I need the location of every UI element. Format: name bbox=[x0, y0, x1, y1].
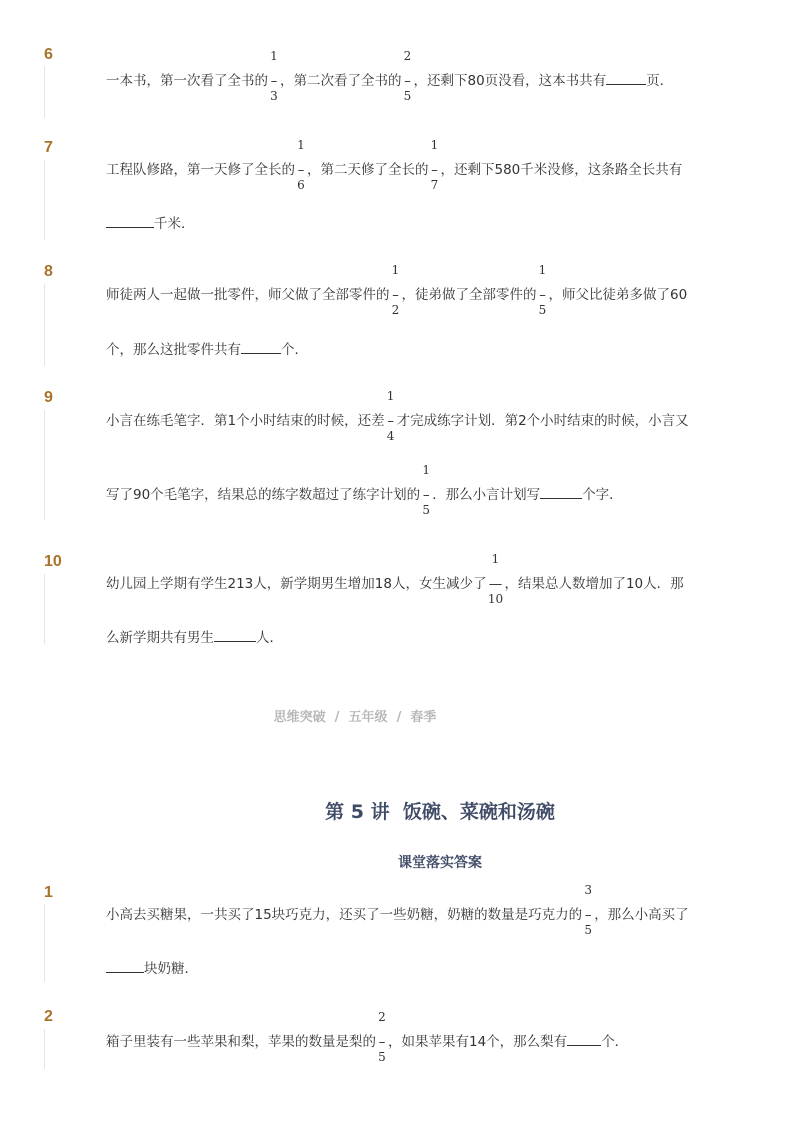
text-segment: ，师父比徒弟多做了60 bbox=[548, 287, 688, 303]
numerator: 1 bbox=[297, 138, 305, 152]
text-segment: 师徒两人一起做一批零件，师父做了全部零件的 bbox=[106, 287, 390, 303]
numerator: 1 bbox=[422, 463, 430, 477]
margin-rule bbox=[44, 66, 45, 118]
text-segment: 个字． bbox=[582, 487, 623, 503]
fraction: 1 – 5 bbox=[537, 289, 549, 303]
answer-blank[interactable] bbox=[567, 1033, 601, 1046]
numerator: 1 bbox=[491, 552, 500, 566]
denominator: 5 bbox=[538, 303, 547, 317]
margin-rule bbox=[44, 904, 45, 982]
text-segment: 小言在练毛笔字．第1个小时结束的时候，还差 bbox=[106, 413, 385, 429]
numerator: 2 bbox=[403, 49, 412, 63]
margin-rule bbox=[44, 160, 45, 240]
text-segment: 么新学期共有男生 bbox=[106, 630, 214, 646]
numerator: 2 bbox=[378, 1010, 386, 1024]
lecture-title: 第 5 讲 饭碗、菜碗和汤碗 bbox=[325, 801, 555, 823]
text-segment: ，那么小高买了 bbox=[594, 907, 689, 923]
margin-rule bbox=[44, 574, 45, 644]
problem-text bbox=[106, 389, 689, 443]
numerator: 1 bbox=[270, 49, 278, 63]
text-segment: ，还剩下80页没看，这本书共有 bbox=[413, 73, 607, 89]
problem-number: 7 bbox=[44, 139, 53, 156]
problem-text bbox=[106, 463, 623, 517]
problem-text bbox=[106, 138, 683, 192]
numerator: 1 bbox=[386, 389, 395, 403]
problem-text bbox=[106, 883, 689, 937]
section-title: 课堂落实答案 bbox=[398, 855, 482, 871]
text-segment: 个． bbox=[601, 1034, 629, 1050]
denominator: 5 bbox=[403, 89, 412, 103]
problem-number: 9 bbox=[44, 389, 53, 406]
denominator: 4 bbox=[386, 429, 395, 443]
text-segment: ，第二次看了全书的 bbox=[280, 73, 402, 89]
denominator: 7 bbox=[430, 178, 439, 192]
text-segment: ．那么小言计划写 bbox=[432, 487, 541, 503]
text-segment: ，结果总人数增加了10人．那 bbox=[504, 576, 684, 592]
text-segment: 人． bbox=[256, 630, 283, 646]
problem-number: 2 bbox=[44, 1008, 53, 1025]
margin-rule bbox=[44, 284, 45, 366]
footer-separator: / bbox=[396, 710, 402, 725]
answer-blank[interactable] bbox=[214, 629, 256, 642]
text-segment: 箱子里装有一些苹果和梨，苹果的数量是梨的 bbox=[106, 1034, 376, 1050]
problem-number: 8 bbox=[44, 263, 53, 280]
fraction: 1 – 6 bbox=[295, 164, 307, 178]
fraction: 2 – 5 bbox=[376, 1036, 388, 1050]
footer-term: 春季 bbox=[410, 710, 437, 725]
fraction: 1 – 4 bbox=[385, 415, 397, 429]
problem-text bbox=[106, 215, 195, 232]
fraction: 1 — 10 bbox=[487, 552, 504, 606]
fraction: 1 – 5 bbox=[420, 489, 432, 503]
denominator: 5 bbox=[378, 1050, 386, 1064]
text-segment: ，如果苹果有14个，那么梨有 bbox=[388, 1034, 568, 1050]
denominator: 3 bbox=[270, 89, 278, 103]
denominator: 6 bbox=[297, 178, 305, 192]
answer-blank[interactable] bbox=[241, 341, 281, 354]
problem-text bbox=[106, 960, 198, 977]
text-segment: 工程队修路，第一天修了全长的 bbox=[106, 162, 295, 178]
text-segment: 才完成练字计划．第2个小时结束的时候，小言又 bbox=[396, 413, 689, 429]
fraction: 3 – 5 bbox=[582, 909, 594, 923]
fraction: 1 – 2 bbox=[390, 289, 402, 303]
answer-blank[interactable] bbox=[106, 960, 144, 973]
text-segment: 写了90个毛笔字，结果总的练字数超过了练字计划的 bbox=[106, 487, 421, 503]
problem-number: 6 bbox=[44, 46, 53, 63]
footer-grade: 五年级 bbox=[348, 710, 388, 725]
problem-text bbox=[106, 629, 283, 646]
footer-separator: / bbox=[334, 710, 340, 725]
problem-text bbox=[106, 341, 308, 358]
numerator: 1 bbox=[538, 263, 547, 277]
answer-blank[interactable] bbox=[606, 72, 646, 85]
margin-rule bbox=[44, 1029, 45, 1069]
answer-blank[interactable] bbox=[106, 215, 154, 228]
text-segment: 页． bbox=[646, 73, 674, 89]
fraction: 2 – 5 bbox=[402, 75, 414, 89]
numerator: 1 bbox=[391, 263, 400, 277]
answer-blank[interactable] bbox=[540, 486, 582, 499]
denominator: 5 bbox=[422, 503, 430, 517]
problem-text bbox=[106, 1010, 629, 1064]
problem-number: 10 bbox=[44, 553, 62, 570]
text-segment: ，徒弟做了全部零件的 bbox=[401, 287, 537, 303]
problem-text bbox=[106, 263, 688, 317]
fraction: 1 – 3 bbox=[268, 75, 280, 89]
text-segment: 千米． bbox=[154, 216, 195, 232]
text-segment: 个，那么这批零件共有 bbox=[106, 342, 241, 358]
text-segment: 个． bbox=[281, 342, 308, 358]
problem-number: 1 bbox=[44, 884, 53, 901]
page-footer bbox=[0, 706, 710, 725]
text-segment: 一本书，第一次看了全书的 bbox=[106, 73, 268, 89]
text-segment: 幼儿园上学期有学生213人，新学期男生增加18人，女生减少了 bbox=[106, 576, 487, 592]
text-segment: 块奶糖． bbox=[144, 961, 198, 977]
problem-text bbox=[106, 49, 674, 103]
text-segment: 小高去买糖果，一共买了15块巧克力，还买了一些奶糖，奶糖的数量是巧克力的 bbox=[106, 907, 583, 923]
margin-rule bbox=[44, 410, 45, 520]
fraction: 1 – 7 bbox=[429, 164, 441, 178]
problem-text bbox=[106, 552, 684, 606]
denominator: 5 bbox=[584, 923, 592, 937]
text-segment: ，还剩下580千米没修，这条路全长共有 bbox=[440, 162, 683, 178]
denominator: 2 bbox=[391, 303, 400, 317]
footer-book: 思维突破 bbox=[273, 710, 326, 725]
denominator: 10 bbox=[487, 592, 504, 606]
numerator: 3 bbox=[584, 883, 592, 897]
text-segment: ，第二天修了全长的 bbox=[307, 162, 429, 178]
numerator: 1 bbox=[430, 138, 439, 152]
